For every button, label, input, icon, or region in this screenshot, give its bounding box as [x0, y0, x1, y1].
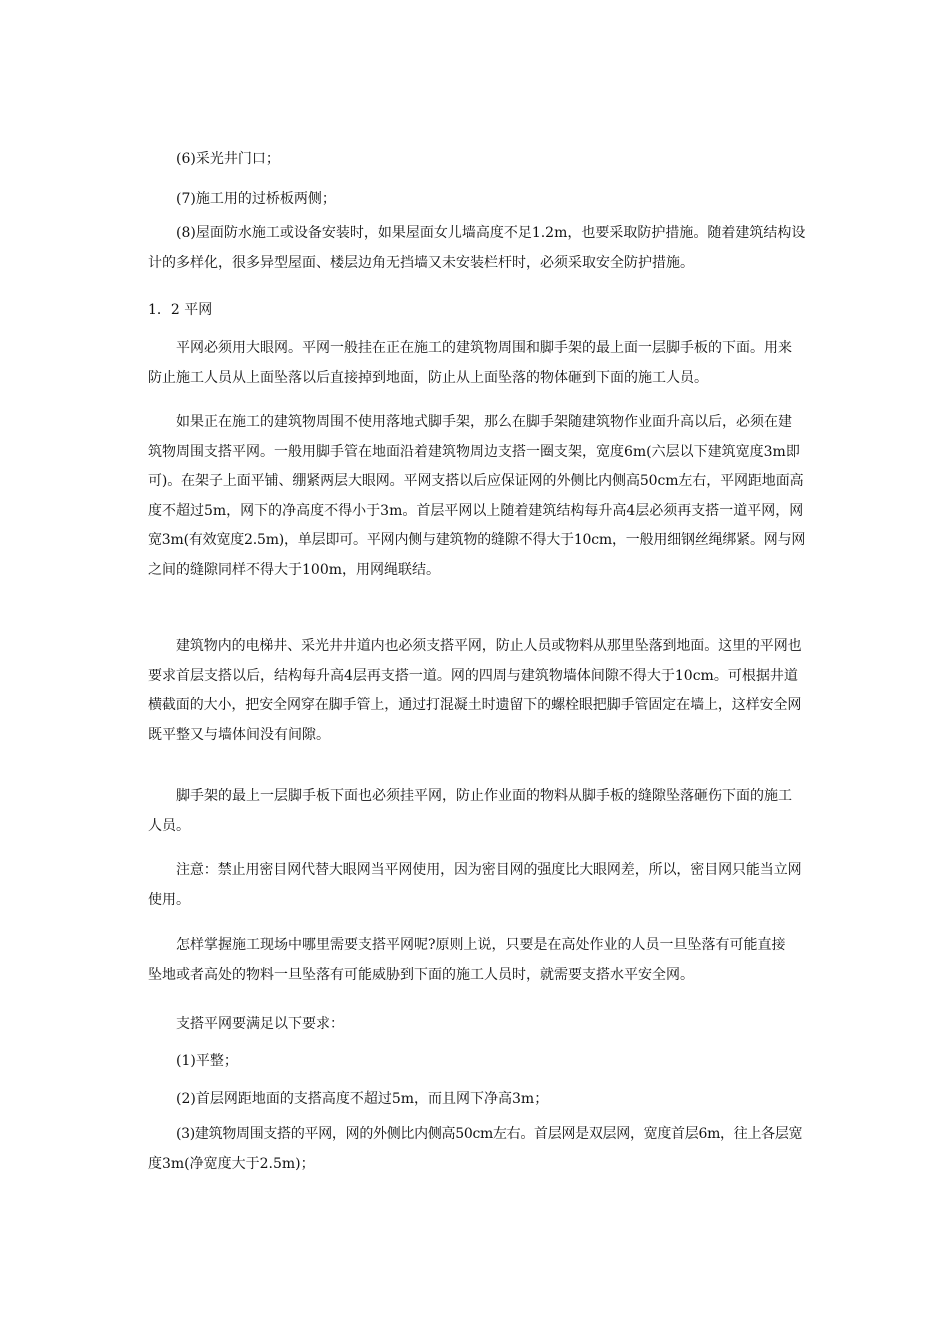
list-item-3 — [148, 1120, 805, 1179]
text-line: 人员。 — [148, 817, 190, 834]
text-line: 度不超过5m，网下的净高度不得小于3m。首层平网以上随着建筑结构每升高4层必须再支搭一道平网，网 — [148, 502, 804, 519]
paragraph-principle — [148, 931, 805, 990]
paragraph-elevator-shaft — [148, 632, 805, 750]
text-line: 要求首层支搭以后，结构每升高4层再支搭一道。网的四周与建筑物墙体间隙不得大于10cm。可根据井道 — [148, 667, 798, 684]
list-item-6 — [148, 145, 833, 175]
text-line: 横截面的大小，把安全网穿在脚手管上，通过打混凝土时遗留下的螺栓眼把脚手管固定在墙上，这样安全网 — [148, 697, 802, 713]
text-line: 如果正在施工的建筑物周围不使用落地式脚手架，那么在脚手架随建筑物作业面升高以后，必须在建 — [176, 414, 792, 430]
list-item-2 — [148, 1085, 833, 1115]
text-line: (8)屋面防水施工或设备安装时，如果屋面女儿墙高度不足1.2m，也要采取防护措施。随着建筑结构设 — [176, 225, 806, 241]
heading-text: 1．2 平网 — [148, 302, 213, 318]
list-item-8 — [148, 219, 805, 278]
text-line: 度3m(净宽度大于2.5m)； — [148, 1155, 315, 1172]
text-line: 计的多样化，很多异型屋面、楼层边角无挡墙又未安装栏杆时，必须采取安全防护措施。 — [148, 254, 694, 271]
text-line: 使用。 — [148, 891, 190, 908]
text-line: (6)采光井门口； — [176, 151, 280, 167]
text-line: 宽3m(有效宽度2.5m)，单层即可。平网内侧与建筑物的缝隙不得大于10cm，一般用细钢丝绳绑紧。网与网 — [148, 532, 806, 548]
paragraph-requirements — [148, 1010, 833, 1040]
text-line: (2)首层网距地面的支搭高度不超过5m，而且网下净高3m； — [176, 1091, 549, 1107]
text-line: 之间的缝隙同样不得大于100m，用网绳联结。 — [148, 561, 440, 578]
text-line: 筑物周围支搭平网。一般用脚手管在地面沿着建筑物周边支搭一圈支架，宽度6m(六层以下建筑宽度3m即 — [148, 443, 800, 460]
text-line: 建筑物内的电梯井、采光井井道内也必须支搭平网，防止人员或物料从那里坠落到地面。这里的平网也 — [176, 638, 802, 654]
text-line: 防止施工人员从上面坠落以后直接掉到地面，防止从上面坠落的物体砸到下面的施工人员。 — [148, 369, 708, 386]
text-line: 脚手架的最上一层脚手板下面也必须挂平网，防止作业面的物料从脚手板的缝隙坠落砸伤下面的施工 — [176, 788, 792, 804]
paragraph-no-scaffold — [148, 408, 805, 585]
text-line: 支搭平网要满足以下要求： — [176, 1016, 344, 1032]
text-line: (7)施工用的过桥板两侧； — [176, 191, 336, 207]
section-heading — [148, 296, 805, 326]
paragraph-flat-net-intro — [148, 334, 805, 393]
text-line: 平网必须用大眼网。平网一般挂在正在施工的建筑物周围和脚手架的最上面一层脚手板的下面。用来 — [176, 340, 792, 356]
list-item-7 — [148, 185, 833, 215]
text-line: 可)。在架子上面平铺、绷紧两层大眼网。平网支搭以后应保证网的外侧比内侧高50cm左右，平网距地面高 — [148, 473, 804, 489]
text-line: 坠地或者高处的物料一旦坠落有可能威胁到下面的施工人员时，就需要支搭水平安全网。 — [148, 966, 694, 983]
text-line: 怎样掌握施工现场中哪里需要支搭平网呢?原则上说，只要是在高处作业的人员一旦坠落有可能直接 — [176, 937, 786, 953]
text-line: 注意：禁止用密目网代替大眼网当平网使用，因为密目网的强度比大眼网差，所以，密目网只能当立网 — [176, 862, 802, 878]
text-line: (3)建筑物周围支搭的平网，网的外侧比内侧高50cm左右。首层网是双层网，宽度首层6m，往上各层宽 — [176, 1126, 803, 1142]
paragraph-top-scaffold — [148, 782, 805, 841]
text-line: (1)平整； — [176, 1053, 238, 1069]
list-item-1 — [148, 1047, 833, 1077]
paragraph-note — [148, 856, 805, 915]
text-line: 既平整又与墙体间没有间隙。 — [148, 726, 330, 743]
